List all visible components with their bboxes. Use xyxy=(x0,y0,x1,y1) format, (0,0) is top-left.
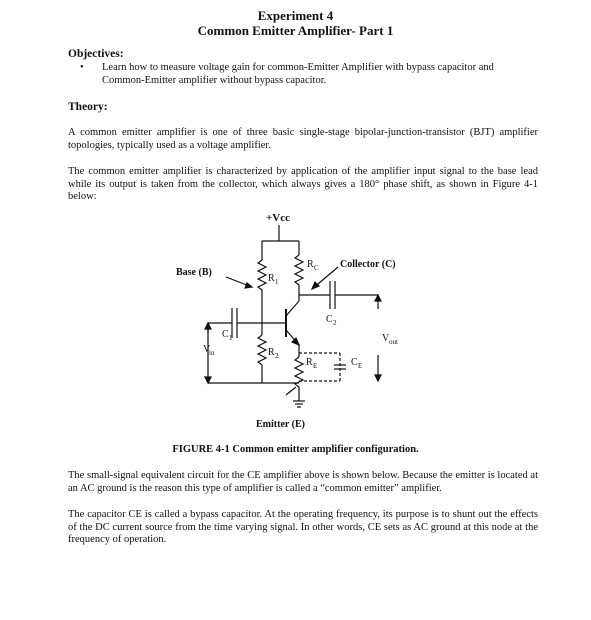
base-label: Base (B) xyxy=(176,267,212,278)
r2-sub: 2 xyxy=(275,352,279,360)
closing-paragraph-1: The small-signal equivalent circuit for the CE amplifier above is shown below. Because the emitter is located at an AC ground is the reason this type of amplifier is called a “common emitter” amplifier. xyxy=(68,470,538,494)
circuit-diagram xyxy=(0,205,591,435)
figure-caption: FIGURE 4-1 Common emitter amplifier configuration. xyxy=(172,444,419,455)
experiment-title: Experiment 4 xyxy=(257,8,334,23)
rc-sub: C xyxy=(314,264,319,272)
vin-sub: in xyxy=(209,349,215,357)
emitter-label: Emitter (E) xyxy=(256,419,305,430)
r1-resistor xyxy=(258,260,266,290)
experiment-subtitle: Common Emitter Amplifier- Part 1 xyxy=(197,23,394,38)
theory-paragraph-1: A common emitter amplifier is one of three basic single-stage bipolar-junction-transistor (BJT) amplifier topologies, typically used as a voltage amplifier. xyxy=(68,127,538,151)
ce-label: C xyxy=(351,357,358,368)
theory-paragraph-2: The common emitter amplifier is characterized by application of the amplifier input signal to the base lead while its output is taken from the collector, which always gives a 180° phase shift, as shown in Figure 4-1 below: xyxy=(68,166,538,202)
closing-paragraph-2: The capacitor CE is called a bypass capacitor. At the operating frequency, its purpose is to shunt out the effects of the DC current source from the time varying signal. In other words, CE sets as AC ground at this node at the frequency of operation. xyxy=(68,509,538,545)
vout-label: V xyxy=(382,333,390,344)
rc-resistor xyxy=(295,255,303,285)
r2-label: R xyxy=(268,347,275,358)
theory-heading: Theory: xyxy=(68,101,108,113)
bullet-icon: • xyxy=(80,62,84,73)
c2-sub: 2 xyxy=(333,319,337,327)
objective-item: Learn how to measure voltage gain for common-Emitter Amplifier with bypass capacitor and Common-Emitter amplifier without bypass capacitor. xyxy=(102,62,494,86)
r2-resistor xyxy=(258,335,266,365)
objectives-heading: Objectives: xyxy=(68,48,124,60)
rc-label: R xyxy=(307,259,314,270)
c1-label: C xyxy=(222,329,229,340)
vout-sub: out xyxy=(389,338,398,346)
collector-label: Collector (C) xyxy=(340,259,396,270)
r1-label: R xyxy=(268,273,275,284)
r1-sub: 1 xyxy=(275,278,279,286)
vcc-label: +Vcc xyxy=(266,212,290,224)
ce-sub: E xyxy=(358,362,363,370)
c1-sub: 1 xyxy=(229,334,233,342)
vin-label: V xyxy=(203,344,211,355)
c2-label: C xyxy=(326,314,333,325)
re-label: R xyxy=(306,357,313,368)
re-sub: E xyxy=(313,362,318,370)
